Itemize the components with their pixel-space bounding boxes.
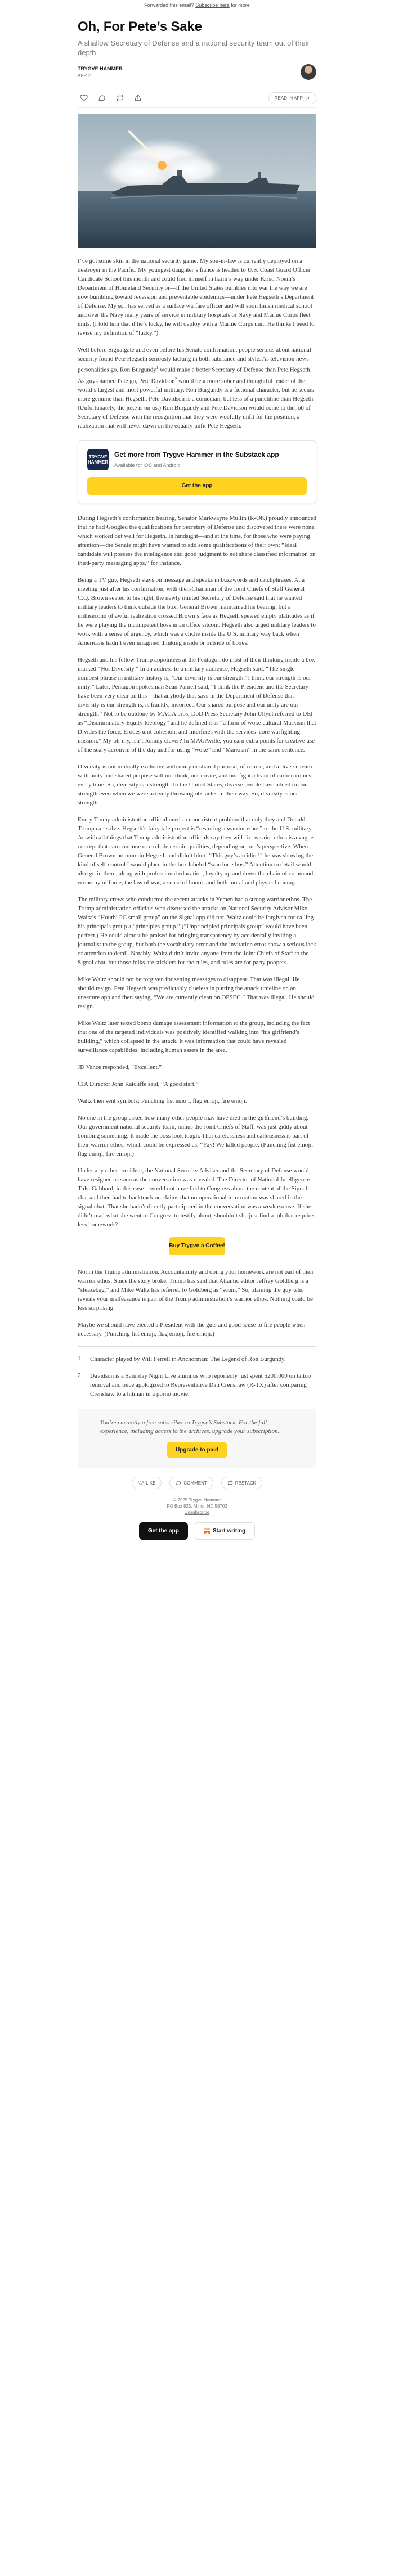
post-actions (78, 88, 316, 108)
paragraph: Maybe we should have elected a President with the guts and good sense to fire people when necessary. (Punching fist emoji, flag emoji, fire emoji.) (78, 1321, 306, 1338)
restack-icon (227, 1480, 233, 1486)
paragraph: During Hegseth’s confirmation hearing, Senator Markwayne Mullin (R-OK) proudly announced that he had Googled the qualifications for Secretary of Defense and discovered there were none, which worked out well for Hegseth. In hindsight—and at the time, for those who were paying attention—the Senate might have wanted to add some qualifications of their own: “Ideal candidate will possess the intelligence and good judgment to not share classified information on third-party messaging apps,” for instance. (78, 515, 317, 567)
post-container (78, 19, 316, 1399)
paragraph: The military crews who conducted the recent attacks in Yemen had a strong warrior ethos. The Trump administration officials who discussed the attacks on National Security Advisor Mike Waltz’s “Houthi PC small group” on the Signal app did not. Waltz could be forgiven for calling his principals group a “principles group.” (“Unprincipled principals group” would have been perfect.) He could almost be praised for bringing transparency by accidentally inviting a journalist to the group, but both the vocabulary error and the invitation error show a serious lack of attention to detail. Notably, Waltz didn’t invite anyone from the Joint Chiefs of Staff to the Signal chat, but those folks are sticklers for the rules, and rules are for party poopers. (78, 896, 316, 966)
avatar[interactable] (301, 64, 316, 80)
post-subtitle: A shallow Secretary of Defense and a national security team out of their depth. (78, 39, 310, 57)
footer-cta (78, 1522, 316, 1540)
get-app-label: Get the app (147, 1528, 179, 1535)
app-promo-subtext: Available for iOS and Android (114, 462, 181, 468)
paragraph: Mike Waltz later texted bomb damage assessment information to the group, including the fact that one of the targeted individuals was positively identified walking into “his girlfriend’s building,” which collapsed in the attack. It was information that could have revealed surveillance capabilities, including human assets in the area. (78, 1020, 310, 1054)
comment-icon (176, 1480, 181, 1486)
footnote-text: Character played by Will Ferrell in Anchorman: The Legend of Ron Burgundy. (90, 1356, 286, 1363)
paragraph: Not in the Trump administration. Accountability and doing your homework are not part of their warrior ethos. Since the story broke, Trump has said that Atlantic editor Jeffrey Goldberg is a “sleazebag,” and Mike Waltz has referred to Goldberg as “scum.” So, blaming the guy who reveals your malfeasance is part of the Trump administration’s warrior ethos. Nothing could be less surprising. (78, 1269, 314, 1312)
paragraph-text: Well before Signalgate and even before his Senate confirmation, people serious about national security found Pete Hegseth seriously lacking in both substance and style. As television news personalities go, Ron Burgundy (78, 347, 311, 374)
footnote-ref[interactable]: 1 (156, 366, 159, 370)
start-writing-button[interactable] (195, 1522, 255, 1540)
forward-prefix: Forwarded this email? (144, 2, 194, 8)
paragraph: No one in the group asked how many other people may have died in the girlfriend’s building. Our government national security team, minus the Joint Chiefs of Staff, was just giddy about bombing something. It made the boss look tough. That carelessness and callousness is part of their warrior ethos, which could be expressed as, “Yay! We killed people. (Punching fist emoji, flag emoji, fire emoji.)” (78, 1114, 314, 1158)
restack-button[interactable] (221, 1477, 262, 1489)
footnote-number[interactable]: 2 (78, 1373, 81, 1379)
footer (78, 1497, 316, 1516)
read-in-app-label: READ IN APP (274, 95, 303, 101)
upgrade-button[interactable]: Upgrade to paid (167, 1442, 227, 1458)
footnote-text: Davidson is a Saturday Night Live alumnus who reportedly just spent $200,000 on tattoo removal and once apologized to Representative Dan Crenshaw (R-TX) after comparing Crenshaw to a hitman in a porno movie. (90, 1373, 311, 1398)
app-promo-card (78, 440, 316, 503)
publication-logo: TRYGVE HAMMER (87, 449, 109, 470)
forward-banner (0, 0, 394, 11)
footnote-number[interactable]: 1 (78, 1356, 81, 1363)
paragraph-text: would make a better Secretary of Defense than Pete Hegseth. As guys named Pete go, Pete Davidson (78, 366, 312, 385)
get-app-button[interactable] (139, 1522, 188, 1540)
post-date: APR 2 (78, 73, 91, 78)
footnote-ref[interactable]: 2 (174, 376, 177, 381)
paragraph: Waltz then sent symbols: Punching fist emoji, flag emoji, fire emoji. (78, 1098, 247, 1105)
like-icon[interactable] (78, 92, 90, 104)
free-subscriber-text: You’re currently a free subscriber to Trygve’s Substack. For the full experience, including access to the archives, upgrade your subscription. (100, 1419, 280, 1435)
share-icon[interactable] (132, 92, 144, 104)
mailing-address: PO Box 825, Minot, ND 58702 (167, 1504, 227, 1509)
paragraph: Hegseth and his fellow Trump appointees at the Pentagon do most of their thinking inside a box marked “Not Diversity.” In an address to a military audience, Hegseth said, “The single dumbest phrase in military history is, ‘Our diversity is our strength.’ I think our strength is our unity.” Later, Pentagon spokesman Sean Parnell said, “I think the President and the Secretary have been very clear on this—that anybody that says in the Department of Defense that diversity is our strength is, is frankly, incorrect. Our shared purpose and our unity are our strength.” Not to be outdone by MAGA bros, DoD Press Secretary John Ullyot referred to DEI as “Discriminatory Equity Ideology” and he defined it as “a form of woke cultural Marxism that Divides the force, Erodes unit cohesion, and Interferes with the services’ core warfighting mission.” My-oh-my, isn’t Johnny clever? In MAGAville, you earn extra points for creative use of the scary acronym of the day and for using “woke” and “Marxism” in the same sentence. (78, 657, 316, 754)
paragraph: Under any other president, the National Security Adviser and the Secretary of Defense would have resigned as soon as the conversation was revealed. The Director of National Intelligence—Tulsi Gabbard, in this case—would not have lied to Congress about the content of the Signal chat and then had to backtrack on claims that no operational information was shared in the signal chat. That she hadn’t directly participated in the conversation was a weak excuse. If she didn’t read what she went to Congress to testify about, shouldn’t she just find a job that requires less homework? (78, 1167, 316, 1229)
paragraph: Diversity is not mutually exclusive with unity or shared purpose, of course, and a diverse team with unity and shared purpose will out-think, out-create, and out-fight a team of carbon copies every time. So, diversity is a strength. In the United States, diverse people have added to our strength even when we were actively throwing obstacles in their way. So, diversity is our strength. (78, 763, 312, 807)
like-label: LIKE (146, 1480, 156, 1486)
byline (78, 64, 316, 80)
comment-button[interactable] (169, 1477, 213, 1489)
post-title[interactable]: Oh, For Pete’s Sake (78, 19, 202, 34)
article-body (78, 257, 316, 1338)
comment-label: COMMENT (183, 1480, 207, 1486)
start-writing-label: Start writing (212, 1528, 246, 1535)
copyright: © 2025 Trygve Hammer (173, 1498, 221, 1503)
restack-label: RESTACK (235, 1480, 256, 1486)
buy-coffee-button[interactable]: Buy Trygve a Coffee! (169, 1237, 225, 1255)
paragraph: I’ve got some skin in the national security game. My son-in-law is currently deployed on a destroyer in the Pacific. My youngest daughter’s fiancé is headed to U.S. Coast Guard Officer Candidate School this month and could find himself in harm’s way under Kristi Noem’s Department of Homeland Security or—if the United States bumbles into war the way we are now bumbling toward recession and preventable epidemics—under Pete Hegseth’s Department of Defense. My son has served as a surface warfare officer and will soon finish medical school and over the Navy many years of service in military hospitals or Navy and Marine Corps fleet units. (I told him that if he’s lucky, he will deploy with a Marine Corps unit. He thinks I need to revise my definition of “lucky.”) (78, 258, 315, 336)
restack-icon[interactable] (114, 92, 126, 104)
heart-icon (138, 1480, 144, 1486)
unsubscribe-link[interactable]: Unsubscribe (184, 1510, 210, 1516)
paragraph: Mike Waltz should not be forgiven for setting messages to disappear. That was illegal. He should resign. Pete Hegseth was predictably clueless in putting the attack timeline on an unsecure app and then saying, “We are currently clean on OPSEC.” That was illegal. He should resign. (78, 976, 315, 1010)
paragraph-with-footnotes (78, 345, 316, 430)
paragraph: Every Trump administration official needs a nonexistent problem that only they and Donald Trump can solve. Hegseth’s fairy tale project is “restoring a warrior ethos” to the U.S. military. As with all things that Trump administration officials say they will fix, warrior ethos is a vague concept that can continue or exclude certain qualities, depending on one’s perspective. When General Brown no more in Hegseth and didn’t blurt, “This guy’s an idiot!” he was showing the kind of self-control I would place in the box labeled “warrior ethos.” Attention to detail would also go in there, along with professional education, loyalty up and down the chain of command, economy of force, the law of war, a sense of honor, and both moral and physical courage. (78, 816, 315, 887)
subscribe-link[interactable]: Subscribe here (195, 2, 230, 8)
substack-logo-icon (204, 1528, 210, 1534)
bottom-actions (78, 1477, 316, 1489)
free-subscriber-box (78, 1409, 316, 1468)
paragraph: CIA Director John Ratcliffe said, “A good start.” (78, 1081, 199, 1088)
author-name[interactable]: TRYGVE HAMMER (78, 66, 123, 71)
comment-icon[interactable] (96, 92, 108, 104)
app-promo-heading: Get more from Trygve Hammer in the Substack app (114, 450, 279, 458)
footnote (78, 1372, 316, 1399)
forward-suffix: for more (231, 2, 250, 8)
read-in-app-button[interactable] (268, 92, 316, 104)
paragraph: JD Vance responded, “Excellent.” (78, 1064, 162, 1071)
hero-image-missile-launch[interactable] (78, 114, 316, 248)
external-link-icon (305, 96, 310, 101)
paragraph: Being a TV guy, Hegseth stays on message and speaks in buzzwords and catchphrases. At a meeting just after his confirmation, with then-Chairman of the Joint Chiefs of Staff General C.Q. Brown seated to his right, the newly minted Secretary of Defense said that he wanted military leaders to think outside the box. General Brown maintained his bearing, but a millisecond of awful realization crossed Brown’s face as Hegseth spewed empty platitudes as if he were playing the incompetent boss in an office sitcom. Hegseth also urged military leaders to work with a sense of urgency, which was a cliché inside the U.S. military way back when Americans hadn’t even imagined thinking inside or outside of boxes. (78, 577, 316, 647)
footnotes (78, 1346, 316, 1399)
like-button[interactable] (132, 1477, 162, 1489)
paragraph-text: would be a more sober and thoughtful leader of the world’s largest and most powerful military. Ron Burgundy is a fictional character, but he seems more genuine than Hegseth. Pete Davidson is a comedian, but less of a punchline than Hegseth. (Unfortunately, the joke is on us.) Ron Burgundy and Pete Davidson would come to the job of Secretary of Defense with the recognition that they were woefully unfit for the position, a realization that will never dawn on the equally unfit Pete Hegseth. (78, 377, 315, 430)
footnote (78, 1355, 316, 1364)
get-the-app-button[interactable]: Get the app (87, 477, 307, 495)
missile-launch-illustration (78, 114, 316, 248)
